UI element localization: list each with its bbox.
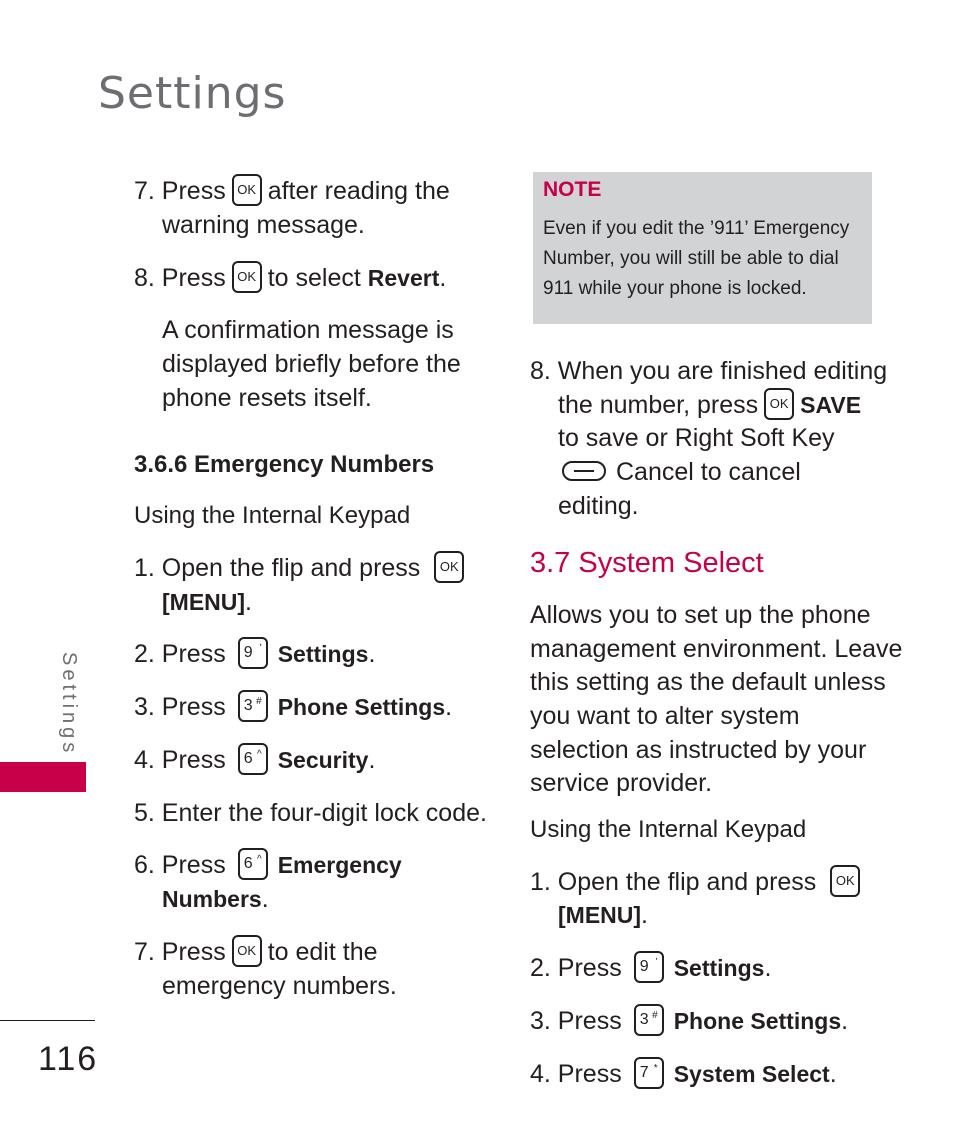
key-3-icon: 3 # (634, 1004, 664, 1036)
key-9-icon: 9 ʹ (634, 951, 664, 983)
side-tab-label: Settings (58, 652, 80, 757)
keypad-heading: Using the Internal Keypad (134, 502, 411, 529)
left-step-7-edit: 7. Press OK to edit the (134, 935, 378, 971)
left-step-5: 5. Enter the four-digit lock code. (134, 799, 487, 827)
ok-key-icon: OK (232, 935, 262, 967)
right-step-2: 2. Press 9 ʹ Settings. (530, 951, 771, 987)
page-title: Settings (98, 68, 287, 119)
right-step-1: 1. Open the flip and press OK (530, 865, 866, 901)
side-tab-marker (0, 762, 86, 792)
emergency-numbers-heading: 3.6.6 Emergency Numbers (134, 451, 435, 478)
right-keypad-heading: Using the Internal Keypad (530, 816, 807, 843)
confirm-line-3: phone resets itself. (162, 384, 372, 412)
desc-line-4: you want to alter system (530, 702, 800, 730)
key-6-icon: 6 ^ (238, 743, 268, 775)
left-step-6-line2: Numbers. (162, 885, 269, 913)
step-7-press-ok: 7. Press OK after reading the (134, 174, 450, 210)
ok-key-icon: OK (232, 174, 262, 206)
confirm-line-2: displayed briefly before the (162, 350, 461, 378)
right-step-8-line2: the number, press OK SAVE (558, 388, 861, 424)
section-title-system-select: 3.7 System Select (530, 547, 764, 579)
step-7-line2: warning message. (162, 211, 365, 239)
right-step-3: 3. Press 3 # Phone Settings. (530, 1004, 848, 1040)
left-step-3: 3. Press 3 # Phone Settings. (134, 690, 452, 726)
note-text: Even if you edit the ’911’ Emergency Number, you will still be able to dial 911 while your phone is locked. (543, 218, 850, 299)
note-title: NOTE (543, 178, 602, 201)
right-step-4: 4. Press 7 * System Select. (530, 1057, 837, 1093)
ok-key-icon: OK (434, 551, 464, 583)
key-9-icon: 9 ʹ (238, 637, 268, 669)
key-3-icon: 3 # (238, 690, 268, 722)
right-soft-key-icon (562, 461, 606, 481)
ok-key-icon: OK (232, 261, 262, 293)
step-8-revert: 8. Press OK to select Revert. (134, 261, 446, 297)
right-step-8-line4: Cancel to cancel (558, 455, 801, 489)
desc-line-6: service provider. (530, 769, 713, 797)
left-step-4: 4. Press 6 ^ Security. (134, 743, 375, 779)
left-step-7-line2: emergency numbers. (162, 972, 397, 1000)
left-step-1-line2: [MENU]. (162, 588, 252, 616)
desc-line-1: Allows you to set up the phone (530, 601, 871, 629)
ok-key-icon: OK (764, 388, 794, 420)
confirm-line-1: A confirmation message is (162, 316, 454, 344)
key-6-icon: 6 ^ (238, 848, 268, 880)
footer-divider (0, 1020, 95, 1021)
right-step-8-line3: to save or Right Soft Key (558, 424, 835, 452)
desc-line-3: this setting as the default unless (530, 668, 886, 696)
ok-key-icon: OK (830, 865, 860, 897)
left-step-6: 6. Press 6 ^ Emergency (134, 848, 402, 884)
left-step-1: 1. Open the flip and press OK (134, 551, 470, 587)
right-step-8-line5: editing. (558, 492, 639, 520)
right-step-1-line2: [MENU]. (558, 901, 648, 929)
desc-line-5: selection as instructed by your (530, 736, 867, 764)
key-7-icon: 7 * (634, 1057, 664, 1089)
page-number: 116 (38, 1040, 99, 1078)
desc-line-2: management environment. Leave (530, 635, 903, 663)
right-step-8-line1: 8. When you are finished editing (530, 357, 888, 385)
left-step-2: 2. Press 9 ʹ Settings. (134, 637, 375, 673)
